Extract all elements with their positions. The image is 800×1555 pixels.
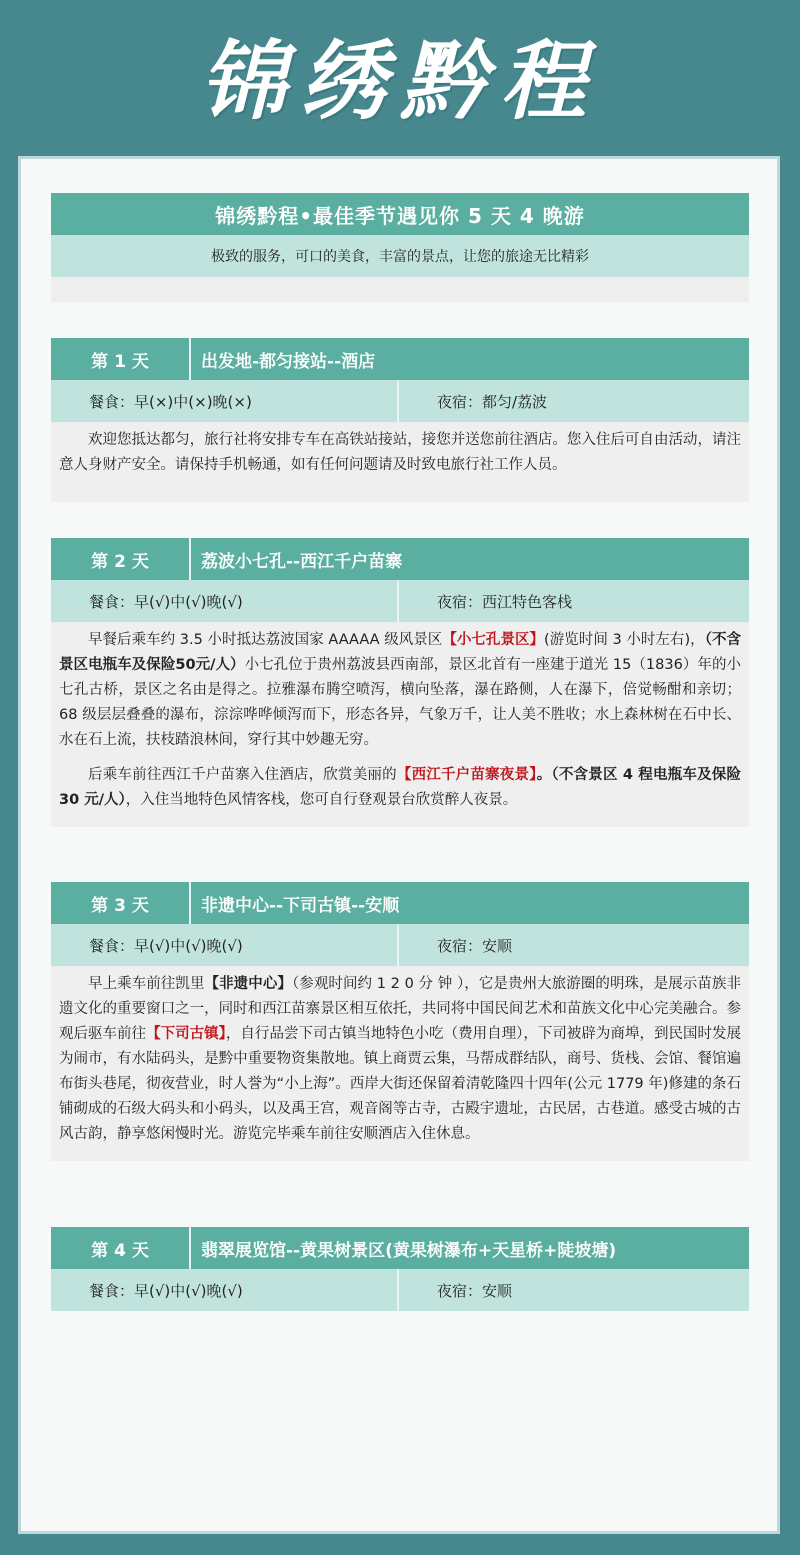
paragraph xyxy=(59,763,741,813)
intro-spacer xyxy=(51,277,749,302)
intro-subtitle: 极致的服务，可口的美食，丰富的景点，让您的旅途无比精彩 xyxy=(51,235,749,277)
day-4-block xyxy=(51,1227,749,1311)
stay-info: 夜宿：西江特色客栈 xyxy=(437,592,573,611)
day-route: 出发地-都匀接站--酒店 xyxy=(201,351,376,372)
paragraph xyxy=(59,628,741,753)
meals-info: 餐食：早(×)中(×)晚(×) xyxy=(51,380,399,422)
day-header xyxy=(51,538,749,580)
bold-note: 。（不含景区 4 程电瓶车及保险 30 元/人） xyxy=(59,767,742,808)
paragraph: 欢迎您抵达都匀，旅行社将安排专车在高铁站接站，接您并送您前往酒店。您入住后可自由活动，请注意人身财产安全。请保持手机畅通，如有任何问题请及时致电旅行社工作人员。 xyxy=(59,432,741,473)
paragraph xyxy=(59,972,741,1147)
meals-info: 餐食：早(√)中(√)晚(√) xyxy=(51,1269,399,1311)
banner xyxy=(0,0,800,156)
meals-info: 餐食：早(√)中(√)晚(√) xyxy=(51,924,399,966)
text: 小七孔位于贵州荔波县西南部，景区北首有一座建于道光 15（1836）年的小七孔古桥，景区之名由是得之。拉雅瀑布腾空喷泻，横向坠落，瀑在路侧，人在瀑下，倍觉畅酣和亲切；68 级层层叠叠的瀑布，淙淙哗哗倾泻而下，形态各异，气象万千，让人美不胜收；水上森林树在石中长、水在石上流，扶枝踏浪林间，穿行其中妙趣无穷。 xyxy=(59,657,741,748)
day-2-block xyxy=(51,538,749,827)
day-number: 第 3 天 xyxy=(51,882,191,924)
banner-title: 锦绣黔程 xyxy=(200,31,600,132)
text: ，自行品尝下司古镇当地特色小吃（费用自理），下司被辟为商埠，到民国时发展为闹市，有水陆码头，是黔中重要物资集散地。镇上商贾云集，马帮成群结队，商号、货栈、会馆、餐馆遍布街头巷尾，彻夜营业，时人誉为“小上海”。西岸大街还保留着清乾隆四十四年(公元 1779 年)修建的条石铺砌成的石级大码头和小码头，以及禹王宫，观音阁等古寺，古殿宇遗址，古民居，古巷道。感受古城的古风古韵，静享悠闲慢时光。游览完毕乘车前往安顺酒店入住休息。 xyxy=(59,1026,742,1142)
bold-note: （不含景区电瓶车及保险50元/人） xyxy=(59,632,741,673)
text: ，入住当地特色风情客栈，您可自行登观景台欣赏醉人夜景。 xyxy=(125,792,518,808)
day-route: 荔波小七孔--西江千户苗寨 xyxy=(201,551,403,572)
day-route: 非遗中心--下司古镇--安顺 xyxy=(201,895,400,916)
text: (游览时间 3 小时左右)， xyxy=(544,632,705,648)
intro-block xyxy=(51,193,749,302)
text: 后乘车前往西江千户苗寨入住酒店，欣赏美丽的 xyxy=(88,767,397,783)
day-meta xyxy=(51,1269,749,1311)
stay-info: 夜宿：安顺 xyxy=(437,1281,513,1300)
day-meta xyxy=(51,380,749,422)
highlight-scenic-spot: 【下司古镇】 xyxy=(146,1026,226,1042)
day-route: 翡翠展览馆--黄果树景区(黄果树瀑布+天星桥+陡坡塘) xyxy=(201,1240,617,1261)
day-1-block xyxy=(51,338,749,502)
day-header xyxy=(51,338,749,380)
text: 早上乘车前往凯里 xyxy=(88,976,205,992)
intro-title: 锦绣黔程•最佳季节遇见你 5 天 4 晚游 xyxy=(51,193,749,235)
day-description xyxy=(51,966,749,1161)
day-meta xyxy=(51,924,749,966)
day-3-block xyxy=(51,882,749,1161)
day-header xyxy=(51,1227,749,1269)
day-number: 第 1 天 xyxy=(51,338,191,380)
stay-info: 夜宿：都匀/荔波 xyxy=(437,392,548,411)
highlight-scenic-spot: 【西江千户苗寨夜景】 xyxy=(396,767,537,783)
day-number: 第 4 天 xyxy=(51,1227,191,1269)
highlight-scenic-spot: 【小七孔景区】 xyxy=(442,632,545,648)
text: （参观时间约 1 2 0 分 钟 ），它是贵州大旅游圈的明珠，是展示苗族非遗文化的重要窗口之一，同时和西江苗寨景区相互依托，共同将中国民间艺术和苗族文化中心完美融合。参观后驱车前往 xyxy=(59,976,741,1042)
stay-info: 夜宿：安顺 xyxy=(437,936,513,955)
text: 早餐后乘车约 3.5 小时抵达荔波国家 AAAAA 级风景区 xyxy=(88,632,443,648)
day-header xyxy=(51,882,749,924)
day-meta xyxy=(51,580,749,622)
day-description xyxy=(51,422,749,502)
meals-info: 餐食：早(√)中(√)晚(√) xyxy=(51,580,399,622)
day-number: 第 2 天 xyxy=(51,538,191,580)
highlight-scenic-spot: 【非遗中心】 xyxy=(204,976,292,992)
day-description xyxy=(51,622,749,827)
